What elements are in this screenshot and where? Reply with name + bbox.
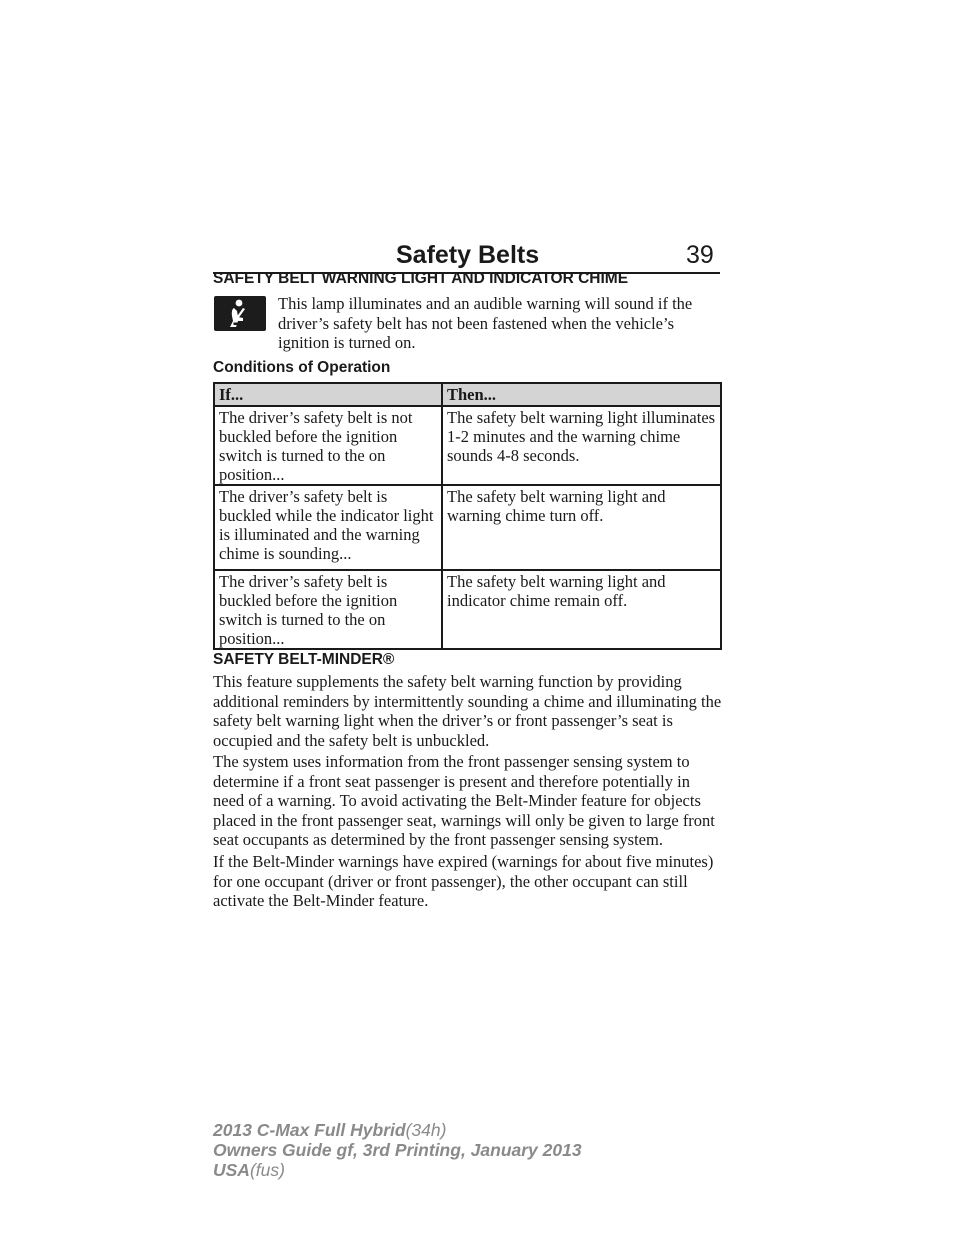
paragraph: This feature supplements the safety belt warning function by providing additional reminders by intermittently sounding a chime and illuminating the safety belt warning light when the driver’s or front passenger’s seat is occupied and the safety belt is unbuckled.	[213, 672, 722, 750]
paragraph: If the Belt-Minder warnings have expired (warnings for about five minutes) for one occupant (driver or front passenger), the other occupant can still activate the Belt-Minder feature.	[213, 852, 714, 910]
column-header-if: If...	[214, 383, 442, 406]
footer-model-code: (34h)	[405, 1120, 447, 1140]
seatbelt-warning-icon	[214, 296, 266, 331]
table-cell: The safety belt warning light and warning chime turn off.	[442, 485, 721, 570]
section-heading-belt-minder: SAFETY BELT-MINDER®	[213, 651, 395, 668]
table-row	[214, 570, 721, 649]
table-cell: The driver’s safety belt is buckled while the indicator light is illuminated and the warning chime is sounding...	[214, 485, 442, 570]
column-header-then: Then...	[442, 383, 721, 406]
table-cell: The safety belt warning light illuminates 1-2 minutes and the warning chime sounds 4-8 seconds.	[442, 406, 721, 485]
footer-model	[213, 1120, 446, 1141]
table-row	[214, 485, 721, 570]
table-header-row	[214, 383, 721, 406]
paragraph: The system uses information from the front passenger sensing system to determine if a front seat passenger is present and therefore potentially in need of a warning. To avoid activating the Belt-Minder feature for objects placed in the front passenger seat, warnings will only be given to large front seat occupants as determined by the front passenger sensing system.	[213, 752, 715, 849]
footer-market	[213, 1160, 285, 1181]
table-cell: The driver’s safety belt is not buckled before the ignition switch is turned to the on position...	[214, 406, 442, 485]
footer-edition: Owners Guide gf, 3rd Printing, January 2013	[213, 1140, 582, 1160]
warning-light-description: This lamp illuminates and an audible warning will sound if the driver’s safety belt has not been fastened when the vehicle’s ignition is turned on.	[278, 294, 693, 352]
page-number: 39	[686, 241, 714, 269]
table-cell: The safety belt warning light and indicator chime remain off.	[442, 570, 721, 649]
footer-model-name: 2013 C-Max Full Hybrid	[213, 1120, 406, 1140]
footer-market-name: USA	[213, 1160, 250, 1180]
conditions-heading: Conditions of Operation	[213, 359, 391, 376]
page-title: Safety Belts	[396, 241, 540, 269]
conditions-table	[213, 382, 722, 650]
section-heading-warning-light: SAFETY BELT WARNING LIGHT AND INDICATOR CHIME	[213, 270, 629, 287]
table-row	[214, 406, 721, 485]
table-cell: The driver’s safety belt is buckled before the ignition switch is turned to the on position...	[214, 570, 442, 649]
footer-market-code: (fus)	[249, 1160, 285, 1180]
